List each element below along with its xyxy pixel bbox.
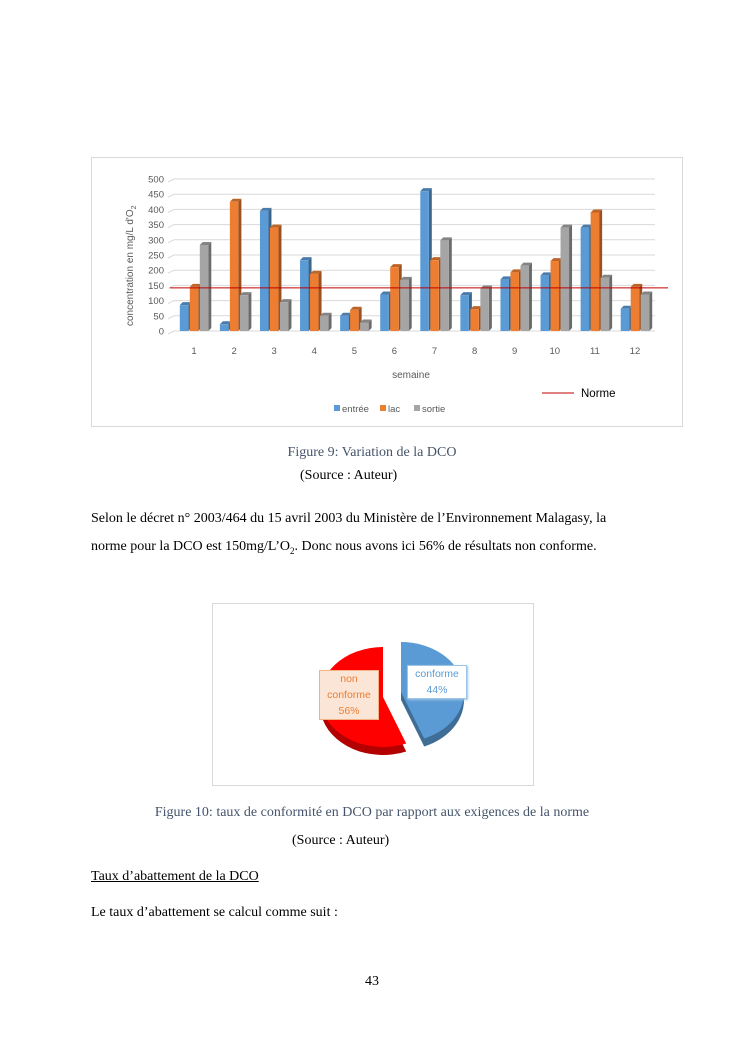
- x-tick-label: 6: [391, 346, 398, 357]
- figure-10-source: (Source : Auteur): [292, 833, 390, 848]
- gridline-depth: [168, 240, 174, 243]
- bar-entrée-week-9: [500, 279, 509, 331]
- legend-swatch-lac: [380, 405, 386, 411]
- legend-swatch-entrée: [334, 405, 340, 411]
- x-tick-label: 10: [549, 346, 561, 357]
- bar-side: [288, 299, 291, 331]
- y-axis-label: concentration en mg/L $d'O_2$: [125, 205, 138, 326]
- pie-label-conforme: conforme 44%: [407, 665, 467, 699]
- bar-sortie-week-3: [280, 302, 289, 331]
- bar-sortie-week-5: [360, 322, 369, 331]
- bar-sortie-week-4: [320, 316, 329, 331]
- bar-lac-week-4: [310, 274, 319, 331]
- norme-legend-label: Norme: [581, 388, 616, 400]
- y-tick-label: 250: [148, 250, 164, 262]
- x-axis-label: semaine: [392, 370, 430, 381]
- page-number: 43: [365, 974, 379, 989]
- bar-chart-svg: [92, 158, 682, 426]
- bar-lac-week-1: [190, 287, 199, 331]
- y-tick-label: 500: [148, 174, 164, 186]
- x-tick-label: 3: [271, 346, 277, 357]
- bar-side: [208, 242, 211, 331]
- y-tick-label: 450: [148, 189, 164, 201]
- bar-lac-week-7: [430, 260, 439, 331]
- bar-side: [489, 285, 492, 331]
- bar-sortie-week-8: [480, 288, 489, 331]
- bar-entrée-week-11: [581, 228, 590, 331]
- x-tick-label: 4: [311, 346, 317, 357]
- gridline-depth: [168, 270, 174, 273]
- gridline-depth: [168, 225, 174, 228]
- conformity-pie-chart: [212, 603, 534, 786]
- section-text: Le taux d’abattement se calcul comme suit :: [91, 905, 338, 920]
- bar-entrée-week-5: [340, 316, 349, 331]
- pie-label-non-conforme: non conforme 56%: [319, 670, 379, 720]
- bar-lac-week-12: [631, 287, 640, 331]
- bar-lac-week-10: [551, 261, 560, 331]
- bar-side: [649, 292, 652, 331]
- bar-side: [449, 237, 452, 331]
- y-tick-label: 300: [148, 235, 164, 247]
- paragraph-decree: [91, 505, 655, 565]
- bar-lac-week-6: [390, 267, 399, 331]
- figure-9-caption: Figure 9: Variation de la DCO: [287, 445, 457, 460]
- x-tick-label: 2: [231, 346, 237, 357]
- legend-label-sortie: sortie: [422, 404, 446, 415]
- bar-entrée-week-7: [420, 191, 429, 331]
- figure-10-caption: Figure 10: taux de conformité en DCO par rapport aux exigences de la norme: [154, 805, 590, 820]
- bar-entrée-week-8: [460, 295, 469, 331]
- legend-swatch-sortie: [414, 405, 420, 411]
- x-tick-label: 8: [471, 346, 478, 357]
- bar-lac-week-5: [350, 310, 359, 331]
- section-heading: Taux d’abattement de la DCO: [91, 869, 259, 884]
- gridline-depth: [168, 209, 174, 212]
- bar-sortie-week-10: [561, 228, 570, 331]
- gridline-depth: [168, 179, 174, 182]
- y-tick-label: 50: [153, 311, 164, 323]
- bar-lac-week-11: [591, 212, 600, 331]
- gridline-depth: [168, 316, 174, 319]
- bar-sortie-week-7: [440, 240, 449, 331]
- bar-side: [248, 292, 251, 331]
- bar-side: [529, 263, 532, 331]
- x-tick-label: 12: [629, 346, 641, 357]
- dco-bar-chart: [91, 157, 683, 427]
- y-tick-label: 400: [148, 204, 164, 216]
- x-tick-label: 9: [512, 346, 518, 357]
- bar-side: [569, 225, 572, 331]
- bar-side: [329, 313, 332, 331]
- legend-label-lac: lac: [388, 404, 401, 415]
- y-tick-label: 200: [148, 265, 164, 277]
- bar-entrée-week-2: [220, 324, 229, 331]
- bar-side: [609, 275, 612, 331]
- bar-entrée-week-6: [380, 295, 389, 331]
- y-tick-label: 350: [148, 220, 164, 232]
- bar-lac-week-2: [230, 202, 239, 331]
- bar-entrée-week-4: [300, 260, 309, 331]
- bar-side: [409, 277, 412, 331]
- bar-entrée-week-10: [541, 275, 550, 331]
- figure-9-source: (Source : Auteur): [300, 468, 398, 483]
- gridline-depth: [168, 331, 174, 334]
- bar-entrée-week-3: [260, 211, 269, 331]
- bar-entrée-week-12: [621, 309, 630, 331]
- y-tick-label: 150: [148, 280, 164, 292]
- bar-sortie-week-11: [601, 278, 610, 331]
- legend-label-entrée: entrée: [342, 404, 369, 415]
- paragraph-line-2: norme pour la DCO est $150mg/L’O_2$. Donc nous avons ici 56% de résultats non conforme.: [91, 539, 597, 556]
- x-tick-label: 1: [191, 346, 197, 357]
- bar-lac-week-3: [270, 228, 279, 331]
- bar-lac-week-8: [470, 309, 479, 331]
- gridline-depth: [168, 301, 174, 304]
- bar-sortie-week-12: [641, 295, 650, 331]
- paragraph-line-1: Selon le décret n° 2003/464 du 15 avril 2003 du Ministère de l’Environnement Malagasy, la: [91, 511, 607, 526]
- gridline-depth: [168, 194, 174, 197]
- x-tick-label: 5: [351, 346, 358, 357]
- bar-sortie-week-9: [520, 266, 529, 331]
- bar-entrée-week-1: [180, 305, 189, 331]
- y-tick-label: 100: [148, 296, 164, 308]
- x-tick-label: 7: [431, 346, 438, 357]
- bar-sortie-week-2: [240, 295, 249, 331]
- x-tick-label: 11: [589, 346, 600, 357]
- y-tick-label: 0: [158, 326, 164, 338]
- gridline-depth: [168, 255, 174, 258]
- bar-lac-week-9: [510, 272, 519, 331]
